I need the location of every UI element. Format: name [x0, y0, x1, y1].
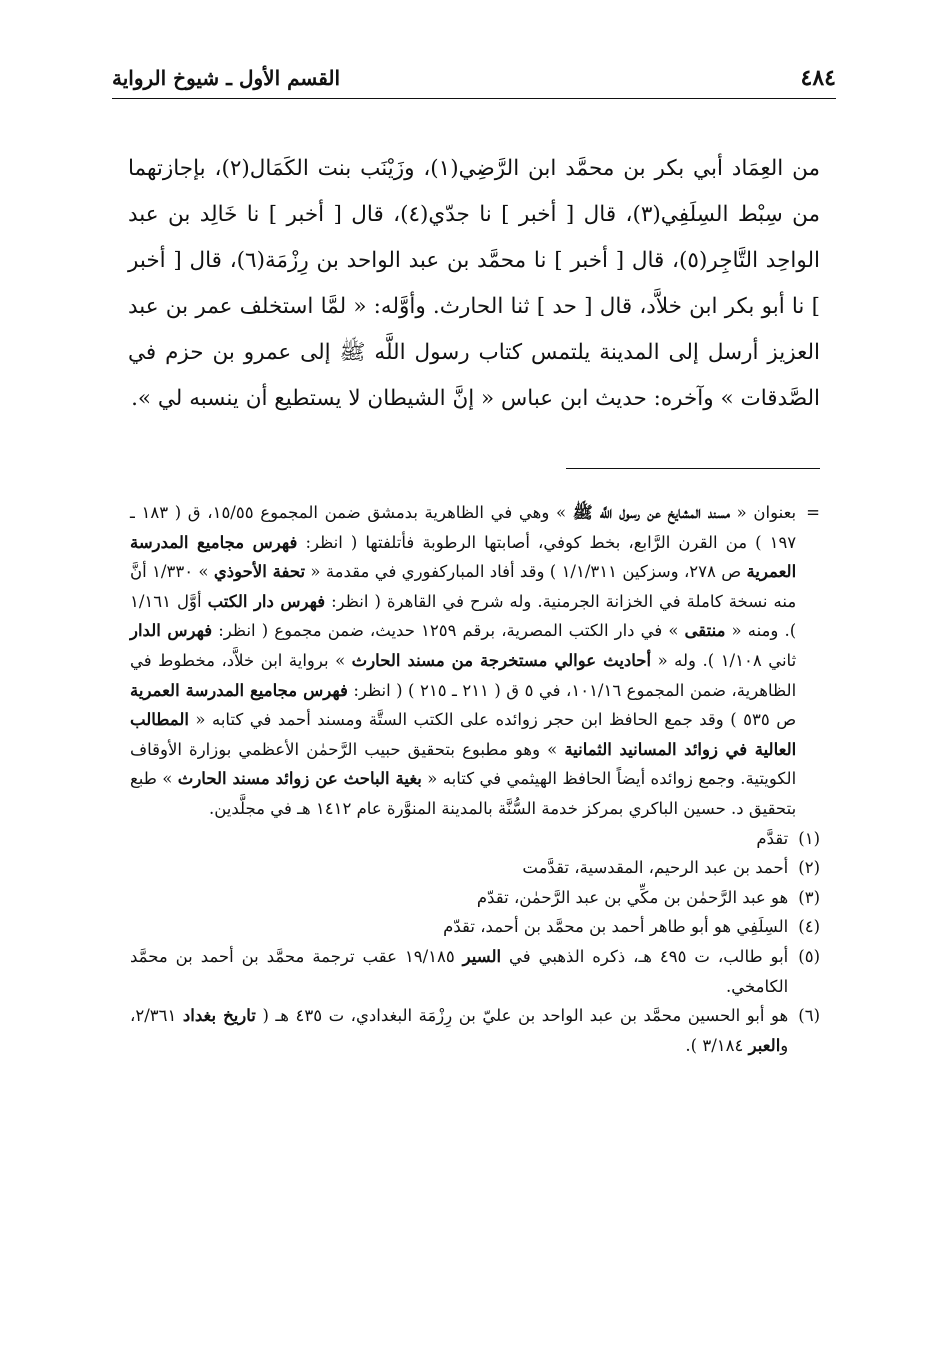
footnote-segment: السِلَفِي هو أبو طاهر أحمد بن محمَّد بن أحمد، تقدّم [443, 917, 789, 937]
footnote-2 [130, 853, 820, 883]
continuation-segment: فهرس مجاميع المدرسة العمرية [130, 680, 348, 700]
continuation-segment: ص ٥٣٥ ) وقد جمع الحافظ ابن حجر زوائده على الكتب الستَّة ومسند أحمد في كتابه « [188, 710, 797, 730]
footnote-number: (١) [798, 828, 820, 848]
continuation-segment: مسند المشايخ عن رسول اللَّه ﷺ [572, 503, 730, 522]
continuation-segment: فهرس دار الكتب [207, 591, 326, 611]
footnote-4 [130, 912, 820, 942]
continuation-segment: فهرس مجاميع المدرسة العمرية [130, 532, 797, 582]
footnote-number: (٥) [798, 946, 820, 966]
footnote-segment: تاريخ بغداد [182, 1006, 256, 1026]
footnotes [130, 498, 820, 1060]
footnote-segment: أبو طالب، ت ٤٩٥ هـ، ذكره الذهبي في [501, 946, 789, 966]
footnote-segment: هو أبو الحسين محمَّد بن عبد الواحد بن عليّ بن رِزْمَة البغدادي، ت ٤٣٥ هـ ( [255, 1006, 789, 1026]
footnote-segment: السير [462, 946, 502, 966]
footnote-segment: ١٩/١٨٥ عقب ترجمة محمَّد بن أحمد بن محمَّد الكامخي. [130, 946, 789, 996]
continuation-segment: فهرس الدار [130, 621, 213, 641]
footnote-1 [130, 824, 820, 854]
page-number: ٤٨٤ [800, 65, 836, 91]
continuation-segment: أوَّل ١/١٦١ ). ومنه « [130, 591, 797, 641]
continuation-footnote-text [130, 498, 796, 824]
continuation-segment: منتقى [684, 621, 726, 641]
footnote-text [130, 824, 788, 854]
footnote-5 [130, 942, 820, 1001]
continuation-segment: بغية الباحث عن زوائد مسند الحارث [177, 769, 422, 789]
continuation-mark: = [806, 503, 820, 522]
numbered-footnotes [130, 824, 820, 1061]
continuation-segment: » وهو مطبوع بتحقيق حبيب الرَّحمٰن الأعظمي بوزارة الأوقاف الكويتية. وجمع زوائده أيضاً الحافظ الهيثمي في كتابه « [130, 739, 797, 789]
main-text [128, 146, 820, 422]
main-paragraph: من العِمَاد أبي بكر بن محمَّد ابن الرَّضِي(١)، وزَيْنَب بنت الكَمَال(٢)، بإجازتهما من سِبْط السِلَفِي(٣)، قال [ أخبر ] نا جدّي(٤)، قال [ أخبر ] نا خَالِد بن عبد الواحِد التَّاجِر(٥)، قال [ أخبر ] نا محمَّد بن عبد الواحد بن رِزْمَة(٦)، قال [ أخبر ] نا أبو بكر ابن خلاَّد، قال [ حد ] ثنا الحارث. وأوَّله: « لمَّا استخلف عمر بن عبد العزيز أرسل إلى المدينة يلتمس كتاب رسول اللَّه ﷺ إلى عمرو بن حزم في الصَّدقات » وآخره: حديث ابن عباس « إنَّ الشيطان لا يستطيع أن ينسبه لي ». [128, 156, 821, 411]
footnote-text [130, 912, 788, 942]
footnote-segment: العبر [748, 1035, 781, 1055]
continuation-segment: » برواية ابن خلاَّد، مخطوط في الظاهرية، ضمن المجموع ١٠١/١٦، في ٥ ق ( ٢١١ ـ ٢١٥ ) ( انظر: [130, 650, 797, 700]
footnote-text [130, 1001, 788, 1060]
page-header [112, 58, 836, 99]
continuation-segment: تحفة الأحوذي [213, 562, 306, 582]
footnote-text [130, 853, 788, 883]
continuation-segment: ص ٢٧٨، وسزكين ١/١/٣١١ ) وقد أفاد المباركفوري في مقدمة « [305, 562, 747, 582]
footnote-segment: تقدَّم [756, 828, 789, 848]
footnote-text [130, 883, 788, 913]
footnote-number: (٦) [798, 1006, 820, 1026]
continuation-segment: » طبع بتحقيق د. حسين الباكري بمركز خدمة السُّنَّة بالمدينة المنوَّرة عام ١٤١٢ هـ في مجلَّدين. [130, 769, 797, 818]
continuation-segment: أحاديث عوالي مستخرجة من مسند الحارث [351, 650, 652, 670]
continuation-segment: ثاني ١/١٠٨ ). وله « [651, 650, 797, 670]
footnote-segment: أحمد بن عبد الرحيم، المقدسية، تقدَّمت [522, 858, 789, 878]
continuation-segment: المطالب العالية في زوائد المسانيد الثمانية [130, 710, 797, 759]
running-title: القسم الأول ـ شيوخ الرواية [112, 66, 341, 90]
footnote-number: (٤) [798, 917, 820, 937]
continuation-footnote [130, 498, 820, 824]
footnote-segment: ٢/٣٦١، و [130, 1006, 789, 1055]
footnote-separator [566, 468, 820, 469]
footnote-segment: ٣/١٨٤ ). [685, 1035, 749, 1055]
footnote-number: (٣) [798, 887, 820, 907]
continuation-segment: » ١/٣٣٠ أنَّ منه نسخة كاملة في الخزانة الجرمنية. وله شرح في القاهرة ( انظر: [130, 562, 797, 611]
continuation-segment: » في دار الكتب المصرية، برقم ١٢٥٩ حديث، ضمن مجموع ( انظر: [212, 621, 685, 641]
continuation-segment: بعنوان « [730, 503, 797, 522]
footnote-6 [130, 1001, 820, 1060]
continuation-segment: » وهي في الظاهرية بدمشق ضمن المجموع ١٥/٥٥، ق ( ١٨٣ ـ ١٩٧ ) من القرن الرَّابع، بخط كوفي، أصابتها الرطوبة فأتلفتها ( انظر: [130, 503, 797, 552]
footnote-number: (٢) [798, 858, 820, 878]
footnote-segment: هو عبد الرَّحمٰن بن مكِّي بن عبد الرَّحمٰن، تقدّم [476, 887, 789, 907]
footnote-text [130, 942, 788, 1001]
footnote-3 [130, 883, 820, 913]
